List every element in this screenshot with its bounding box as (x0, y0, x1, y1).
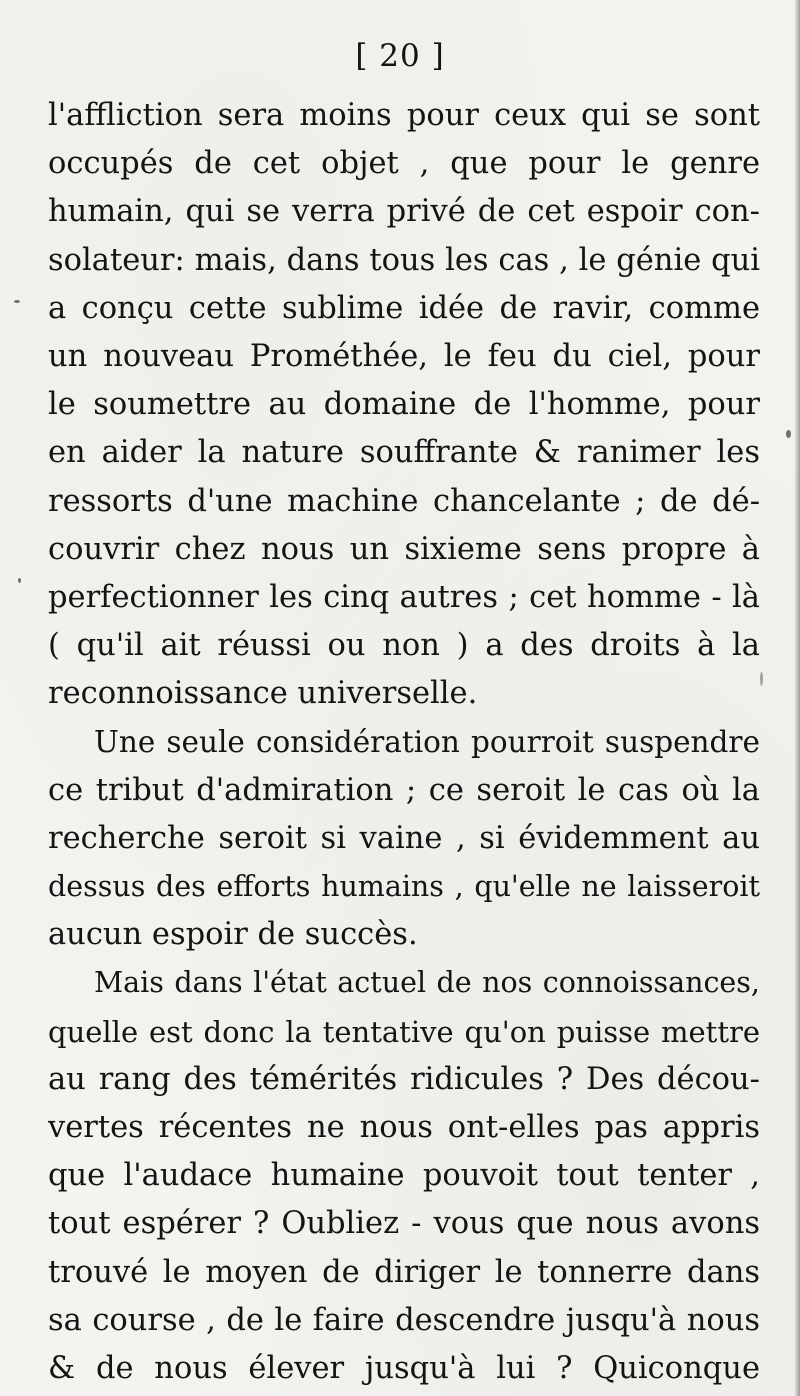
text-line: tout espérer ? Oubliez - vous que nous avons (48, 1206, 760, 1242)
text-line: l'affliction sera moins pour ceux qui se sont (48, 98, 760, 133)
text-line: a conçu cette sublime idée de ravir, comme (48, 290, 760, 326)
text-line: couvrir chez nous un sixieme sens propre à (48, 531, 760, 567)
text-line: ressorts d'une machine chancelante ; de dé- (48, 483, 760, 519)
text-line: humain, qui se verra privé de cet espoir con- (48, 194, 760, 230)
text-line: solateur: mais, dans tous les cas , le génie qui (48, 242, 760, 278)
body-text (48, 92, 760, 1393)
paper-speck (786, 430, 791, 438)
text-line: sa course , de le faire descendre jusqu'à nous (48, 1302, 760, 1338)
text-line: un nouveau Prométhée, le feu du ciel, pour (48, 338, 760, 374)
paragraph-2 (48, 718, 760, 959)
text-line: que l'audace humaine pouvoit tout tenter , (48, 1158, 760, 1194)
paragraph-1 (48, 92, 760, 718)
text-line: le soumettre au domaine de l'homme, pour (48, 387, 760, 423)
text-line: aucun espoir de succès. (48, 917, 418, 953)
text-line: & de nous élever jusqu'à lui ? Quiconque (48, 1350, 760, 1386)
text-line: recherche seroit si vaine , si évidemment au (48, 820, 760, 856)
text-line: au rang des témérités ridicules ? Des décou- (48, 1061, 760, 1097)
paper-speck (18, 578, 21, 583)
paper-speck (14, 300, 20, 303)
text-line: en aider la nature souffrante & ranimer les (48, 435, 760, 471)
text-line: vertes récentes ne nous ont-elles pas appris (48, 1109, 760, 1145)
paper-speck (760, 672, 763, 686)
page-number: [ 20 ] (355, 38, 445, 74)
text-line: perfectionner les cinq autres ; cet homme - là (48, 579, 760, 615)
paragraph-3 (48, 959, 760, 1393)
text-line: ( qu'il ait réussi ou non ) a des droits à la (48, 628, 760, 664)
text-line: reconnoissance universelle. (48, 676, 478, 712)
text-line: trouvé le moyen de diriger le tonnerre dans (48, 1254, 760, 1290)
text-line: occupés de cet objet , que pour le genre (48, 146, 760, 182)
page-edge-shadow (794, 0, 800, 1396)
text-line: ce tribut d'admiration ; ce seroit le cas où la (48, 772, 760, 808)
text-line: quelle est donc la tentative qu'on puisse mettre (48, 1014, 760, 1049)
text-line: Une seule considération pourroit suspendre (94, 725, 760, 760)
text-line: dessus des efforts humains , qu'elle ne laisseroit (48, 870, 760, 903)
text-line: Mais dans l'état actuel de nos connoissances, (94, 966, 760, 1000)
